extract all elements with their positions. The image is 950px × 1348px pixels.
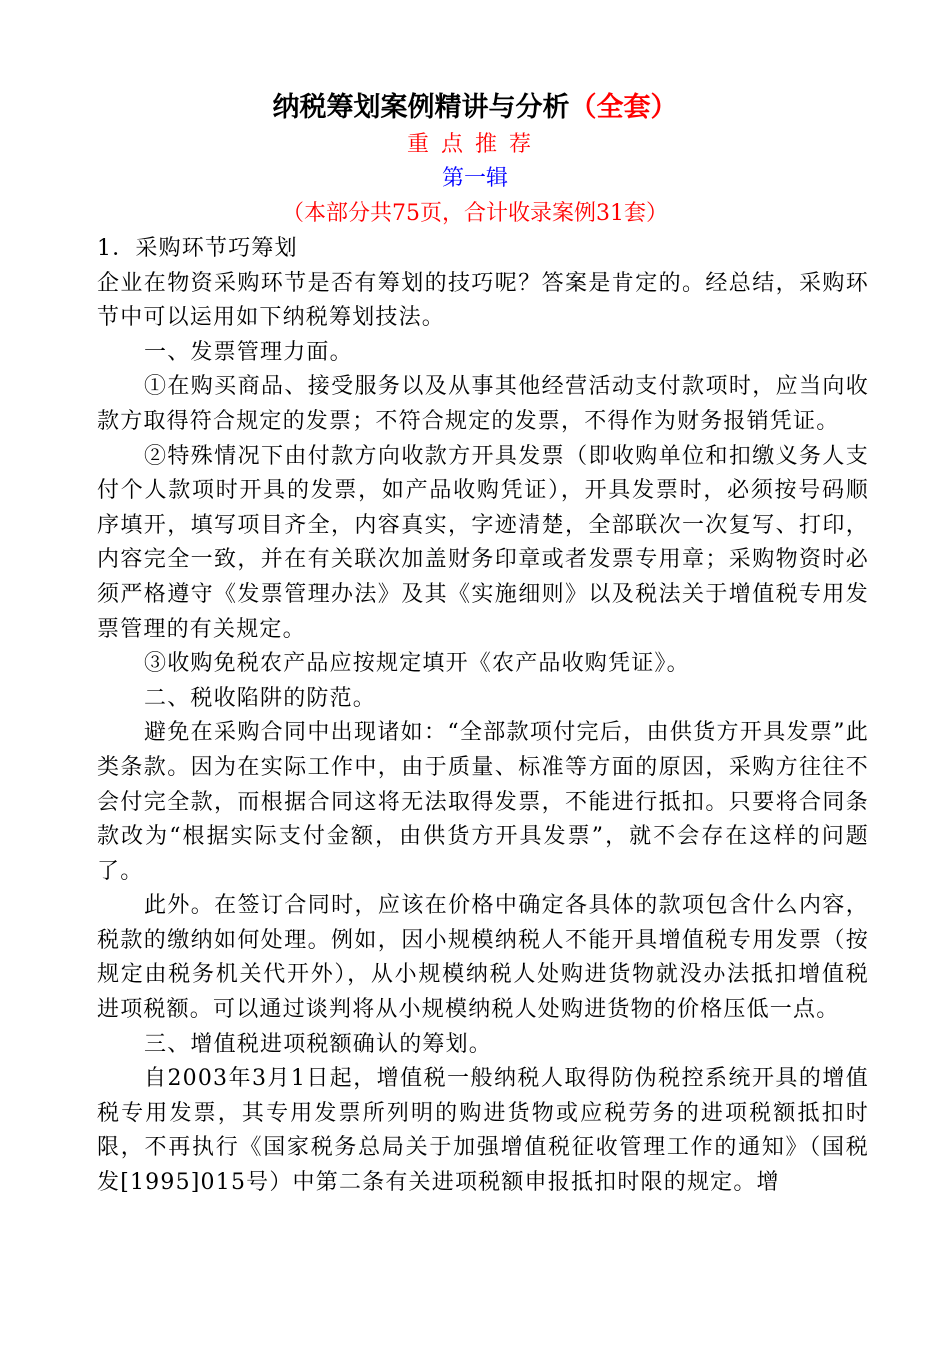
paragraph: 企业在物资采购环节是否有筹划的技巧呢？答案是肯定的。经总结，采购环节中可以运用如下纳税筹划技法。 [97, 270, 869, 331]
paragraph: 此外。在签订合同时，应该在价格中确定各具体的款项包含什么内容，税款的缴纳如何处理。例如，因小规模纳税人不能开具增值税专用发票（按规定由税务机关代开外），从小规模纳税人处购进货物就没办法抵扣增值税进项税额。可以通过谈判将从小规模纳税人处购进货物的价格压低一点。 [97, 893, 869, 1023]
paragraph: ③收购免税农产品应按规定填开《农产品收购凭证》。 [144, 651, 690, 677]
paragraph: ①在购买商品、接受服务以及从事其他经营活动支付款项时，应当向收款方取得符合规定的发票；不符合规定的发票，不得作为财务报销凭证。 [97, 374, 869, 434]
subsection-heading: 一、发票管理力面。 [144, 339, 353, 365]
paragraph: 自2003年3月1日起，增值税一般纳税人取得防伪税控系统开具的增值税专用发票，其专用发票所列明的购进货物或应税劳务的进项税额抵扣时限，不再执行《国家税务总局关于加强增值税征收管理工作的通知》（国税发[1995]015号）中第二条有关进项税额申报抵扣时限的规定。增 [97, 1066, 869, 1196]
paragraph: 避免在采购合同中出现诸如：“全部款项付完后，由供货方开具发票”此类条款。因为在实际工作中，由于质量、标准等方面的原因，采购方往往不会付完全款，而根据合同这将无法取得发票，不能进行抵扣。只要将合同条款改为“根据实际支付金额，由供货方开具发票”，就不会存在这样的问题了。 [97, 720, 869, 884]
page-count-note: （本部分共75页，合计收录案例31套） [282, 201, 668, 226]
section-heading: 1．采购环节巧筹划 [97, 236, 298, 261]
volume-label: 第一辑 [441, 166, 508, 191]
subsection-heading: 二、税收陷阱的防范。 [144, 685, 377, 711]
subsection-heading: 三、增值税进项税额确认的筹划。 [144, 1031, 493, 1057]
title-main: 纳税筹划案例精讲与分析 [272, 92, 570, 123]
title-suffix: （全套） [569, 92, 678, 123]
document-subtitle: 重点推荐 [406, 132, 543, 157]
document-body [97, 232, 869, 1201]
document-title [0, 88, 950, 128]
paragraph: ②特殊情况下由付款方向收款方开具发票（即收购单位和扣缴义务人支付个人款项时开具的发票，如产品收购凭证），开具发票时，必须按号码顺序填开，填写项目齐全，内容真实，字迹清楚，全部联次一次复写、打印，内容完全一致，并在有关联次加盖财务印章或者发票专用章；采购物资时必须严格遵守《发票管理办法》及其《实施细则》以及税法关于增值税专用发票管理的有关规定。 [97, 443, 869, 642]
